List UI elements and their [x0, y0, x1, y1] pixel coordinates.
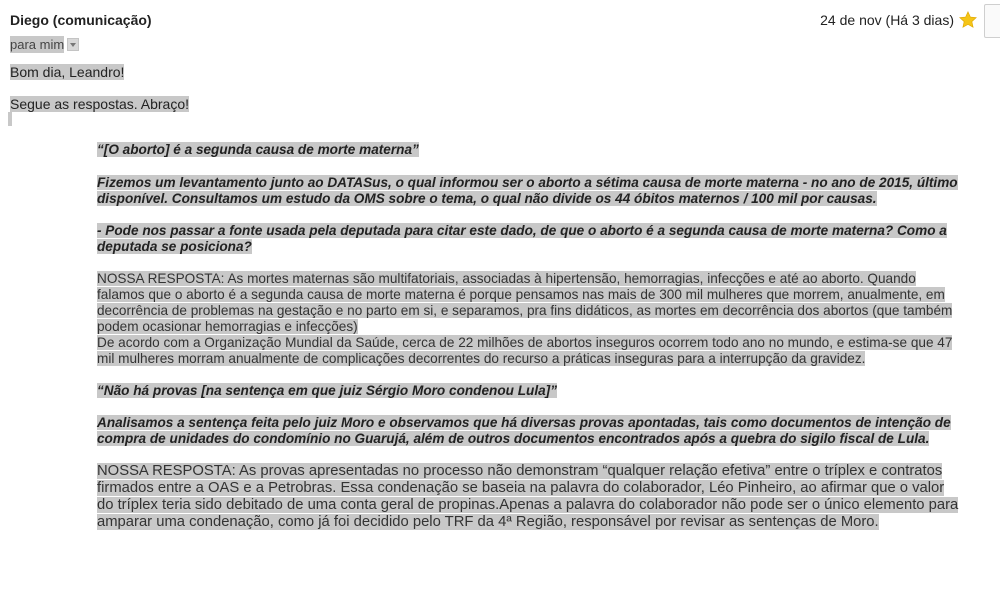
q1-question: - Pode nos passar a fonte usada pela deputada para citar este dado, de que o aborto é a segunda causa de morte materna? Como a deputada se posiciona? [97, 223, 947, 254]
q1-title: “[O aborto] é a segunda causa de morte materna” [97, 142, 419, 157]
star-icon[interactable] [958, 10, 978, 30]
q2-title: “Não há provas [na sentença em que juiz Sérgio Moro condenou Lula]” [97, 383, 557, 398]
q2-answer: NOSSA RESPOSTA: As provas apresentadas no processo não demonstram “qualquer relação efetiva” entre o tríplex e contratos firmados entre a OAS e a Petrobras. Essa condenação se baseia na palavra do colaborador, Léo Pinheiro, ao afirmar que o valor do tríplex teria sido debitado de uma conta geral de propinas.Apenas a palavra do colaborador não pode ser o único elemento para amparar uma condenação, como já foi decidido pelo TRF da 4ª Região, responsável por revisar as sentenças de Moro. [97, 463, 959, 530]
q1-answer: NOSSA RESPOSTA: As mortes maternas são multifatoriais, associadas à hipertensão, hemorragias, infecções e até ao aborto. Quando falamos que o aborto é a segunda causa de morte materna é porque pensamos nas mais de 300 mil mulheres que morrem, anualmente, em decorrência de problemas na gestação e no parto em si, e separamos, pra fins didáticos, as mortes em decorrência dos abortos (que também podem ocasionar hemorragias e infecções) [97, 271, 953, 334]
q1-answer-who: De acordo com a Organização Mundial da Saúde, cerca de 22 milhões de abortos inseguros ocorrem todo ano no mundo, e estima-se que 47 mil mulheres morram anualmente de complicações decorrentes do recurso a práticas inseguras para a interrupção da gravidez. [97, 335, 953, 366]
recipient-line [10, 36, 79, 53]
email-content [97, 142, 959, 531]
recipient-text: para mim [10, 37, 65, 52]
q1-context: Fizemos um levantamento junto ao DATASus, o qual informou ser o aborto a sétima causa de morte materna - no ano de 2015, último disponível. Consultamos um estudo da OMS sobre o tema, o qual não divide os 44 óbitos maternos / 100 mil por causas. [97, 175, 958, 206]
greeting: Bom dia, Leandro! [10, 64, 125, 80]
q2-context: Analisamos a sentença feita pelo juiz Moro e observamos que há diversas provas apontadas, tais como documentos de intenção de compra de unidades do condomínio no Guarujá, além de outros documentos encontrados após a quebra do sigilo fiscal de Lula. [97, 415, 951, 446]
intro-line: Segue as respostas. Abraço! [10, 96, 189, 112]
date-text: 24 de nov (Há 3 dias) [820, 12, 954, 28]
show-details-dropdown[interactable] [67, 38, 79, 51]
sender-name[interactable]: Diego (comunicação) [10, 12, 152, 28]
email-date [820, 12, 954, 28]
reply-button-edge[interactable] [984, 4, 1000, 38]
selection-bar [8, 112, 12, 126]
